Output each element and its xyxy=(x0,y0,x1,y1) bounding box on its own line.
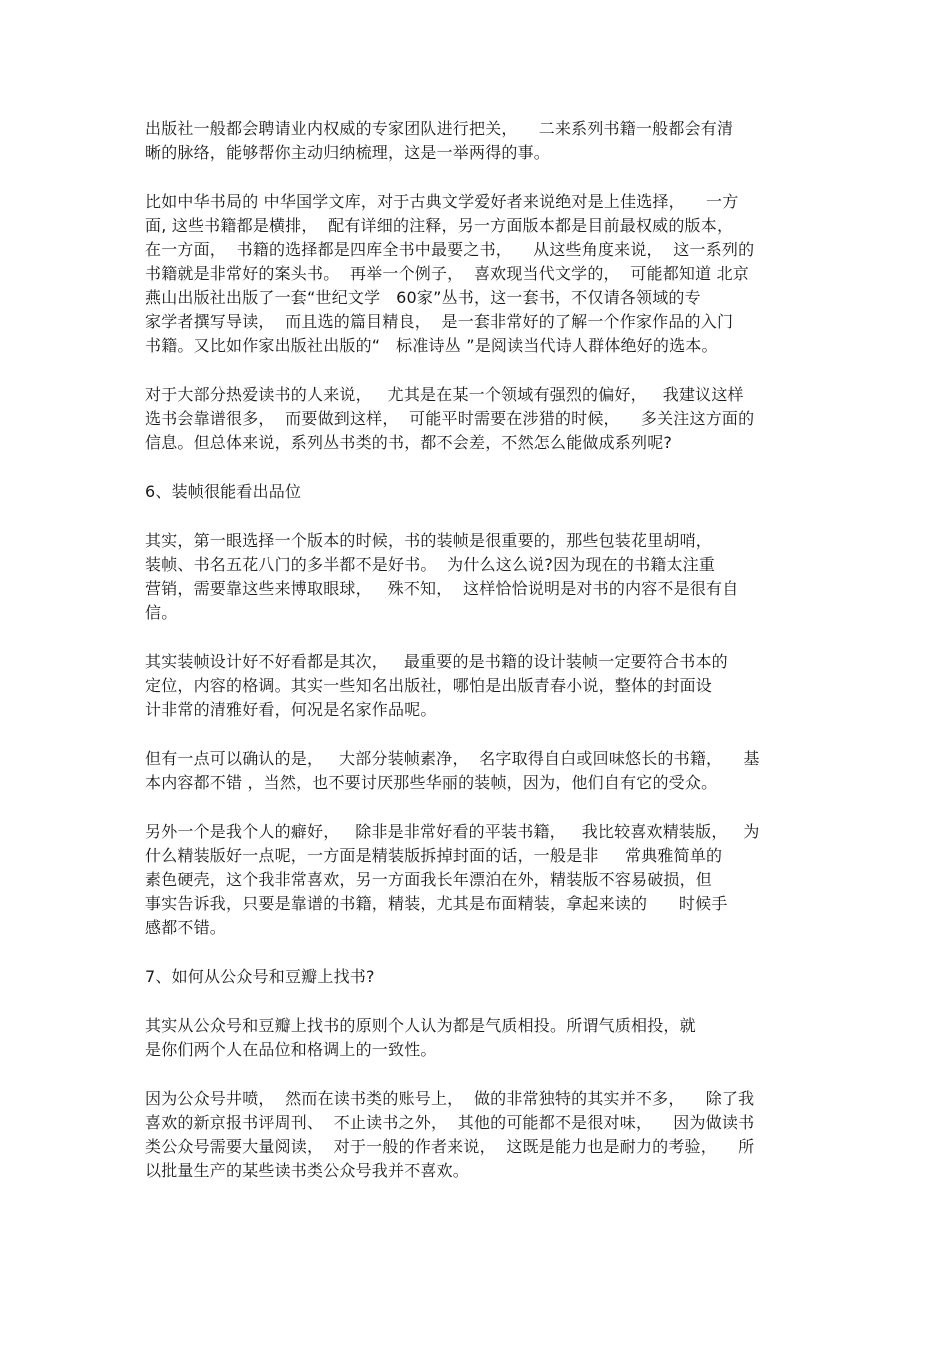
paragraph-binding-plain xyxy=(145,747,810,795)
paragraph-series-summary xyxy=(145,383,810,455)
text-line: 另外一个是我个人的癖好， 除非是非常好看的平装书籍， 我比较喜欢精装版， 为 xyxy=(145,822,760,841)
text-line: 家学者撰写导读， 而且选的篇目精良， 是一套非常好的了解一个作家作品的入门 xyxy=(145,312,734,331)
paragraph-wechat-accounts xyxy=(145,1087,810,1183)
text-line: 装帧、书名五花八门的多半都不是好书。 为什么这么说?因为现在的书籍太注重 xyxy=(145,555,716,574)
text-line: 选书会靠谱很多， 而要做到这样， 可能平时需要在涉猎的时候， 多关注这方面的 xyxy=(145,409,755,428)
text-line: 比如中华书局的 中华国学文库，对于古典文学爱好者来说绝对是上佳选择， 一方 xyxy=(145,192,739,211)
paragraph-binding-first-look xyxy=(145,529,810,625)
heading-text: 7、如何从公众号和豆瓣上找书? xyxy=(145,967,375,986)
text-line: 对于大部分热爱读书的人来说， 尤其是在某一个领域有强烈的偏好， 我建议这样 xyxy=(145,385,744,404)
document-body xyxy=(145,117,810,1208)
text-line: 因为公众号井喷， 然而在读书类的账号上， 做的非常独特的其实并不多， 除了我 xyxy=(145,1089,755,1108)
text-line: 其实从公众号和豆瓣上找书的原则个人认为都是气质相投。所谓气质相投，就 xyxy=(145,1016,696,1035)
text-line: 燕山出版社出版了一套“世纪文学 60家”丛书，这一套书，不仅请各领域的专 xyxy=(145,288,701,307)
text-line: 出版社一般都会聘请业内权威的专家团队进行把关， 二来系列书籍一般都会有清 xyxy=(145,119,734,138)
text-line: 书籍。又比如作家出版社出版的“ 标准诗丛 ”是阅读当代诗人群体绝好的选本。 xyxy=(145,336,718,355)
paragraph-binding-hardcover xyxy=(145,820,810,940)
paragraph-series-intro xyxy=(145,117,810,165)
text-line: 信。 xyxy=(145,603,178,622)
section-heading-wechat-douban xyxy=(145,965,810,989)
text-line: 本内容都不错 ，当然，也不要讨厌那些华丽的装帧，因为，他们自有它的受众。 xyxy=(145,773,718,792)
paragraph-binding-positioning xyxy=(145,650,810,722)
text-line: 喜欢的新京报书评周刊、 不止读书之外， 其他的可能都不是很对味， 因为做读书 xyxy=(145,1113,755,1132)
text-line: 面, 这些书籍都是横排， 配有详细的注释，另一方面版本都是目前最权威的版本， xyxy=(145,216,734,235)
text-line: 素色硬壳，这个我非常喜欢，另一方面我长年漂泊在外，精装版不容易破损，但 xyxy=(145,870,713,889)
text-line: 营销，需要靠这些来博取眼球， 殊不知， 这样恰恰说明是对书的内容不是很有自 xyxy=(145,579,739,598)
section-heading-binding xyxy=(145,480,810,504)
text-line: 以批量生产的某些读书类公众号我并不喜欢。 xyxy=(145,1161,470,1180)
paragraph-series-examples xyxy=(145,190,810,358)
text-line: 其实装帧设计好不好看都是其次， 最重要的是书籍的设计装帧一定要符合书本的 xyxy=(145,652,728,671)
text-line: 感都不错。 xyxy=(145,918,227,937)
text-line: 在一方面， 书籍的选择都是四库全书中最要之书， 从这些角度来说， 这一系列的 xyxy=(145,240,755,259)
text-line: 类公众号需要大量阅读， 对于一般的作者来说， 这既是能力也是耐力的考验， 所 xyxy=(145,1137,755,1156)
text-line: 是你们两个人在品位和格调上的一致性。 xyxy=(145,1040,437,1059)
text-line: 其实，第一眼选择一个版本的时候，书的装帧是很重要的，那些包装花里胡哨， xyxy=(145,531,713,550)
text-line: 什么精装版好一点呢，一方面是精装版拆掉封面的话，一般是非 常典雅简单的 xyxy=(145,846,723,865)
text-line: 但有一点可以确认的是， 大部分装帧素净， 名字取得自白或回味悠长的书籍， 基 xyxy=(145,749,760,768)
text-line: 晰的脉络，能够帮你主动归纳梳理，这是一举两得的事。 xyxy=(145,143,551,162)
text-line: 信息。但总体来说，系列丛书类的书，都不会差，不然怎么能做成系列呢? xyxy=(145,433,673,452)
heading-text: 6、装帧很能看出品位 xyxy=(145,482,302,501)
text-line: 事实告诉我，只要是靠谱的书籍，精装，尤其是布面精装，拿起来读的 时候手 xyxy=(145,894,728,913)
text-line: 计非常的清雅好看，何况是名家作品呢。 xyxy=(145,700,437,719)
paragraph-kindred-spirit xyxy=(145,1014,810,1062)
text-line: 书籍就是非常好的案头书。 再举一个例子， 喜欢现当代文学的， 可能都知道 北京 xyxy=(145,264,750,283)
text-line: 定位，内容的格调。其实一些知名出版社，哪怕是出版青春小说，整体的封面设 xyxy=(145,676,713,695)
